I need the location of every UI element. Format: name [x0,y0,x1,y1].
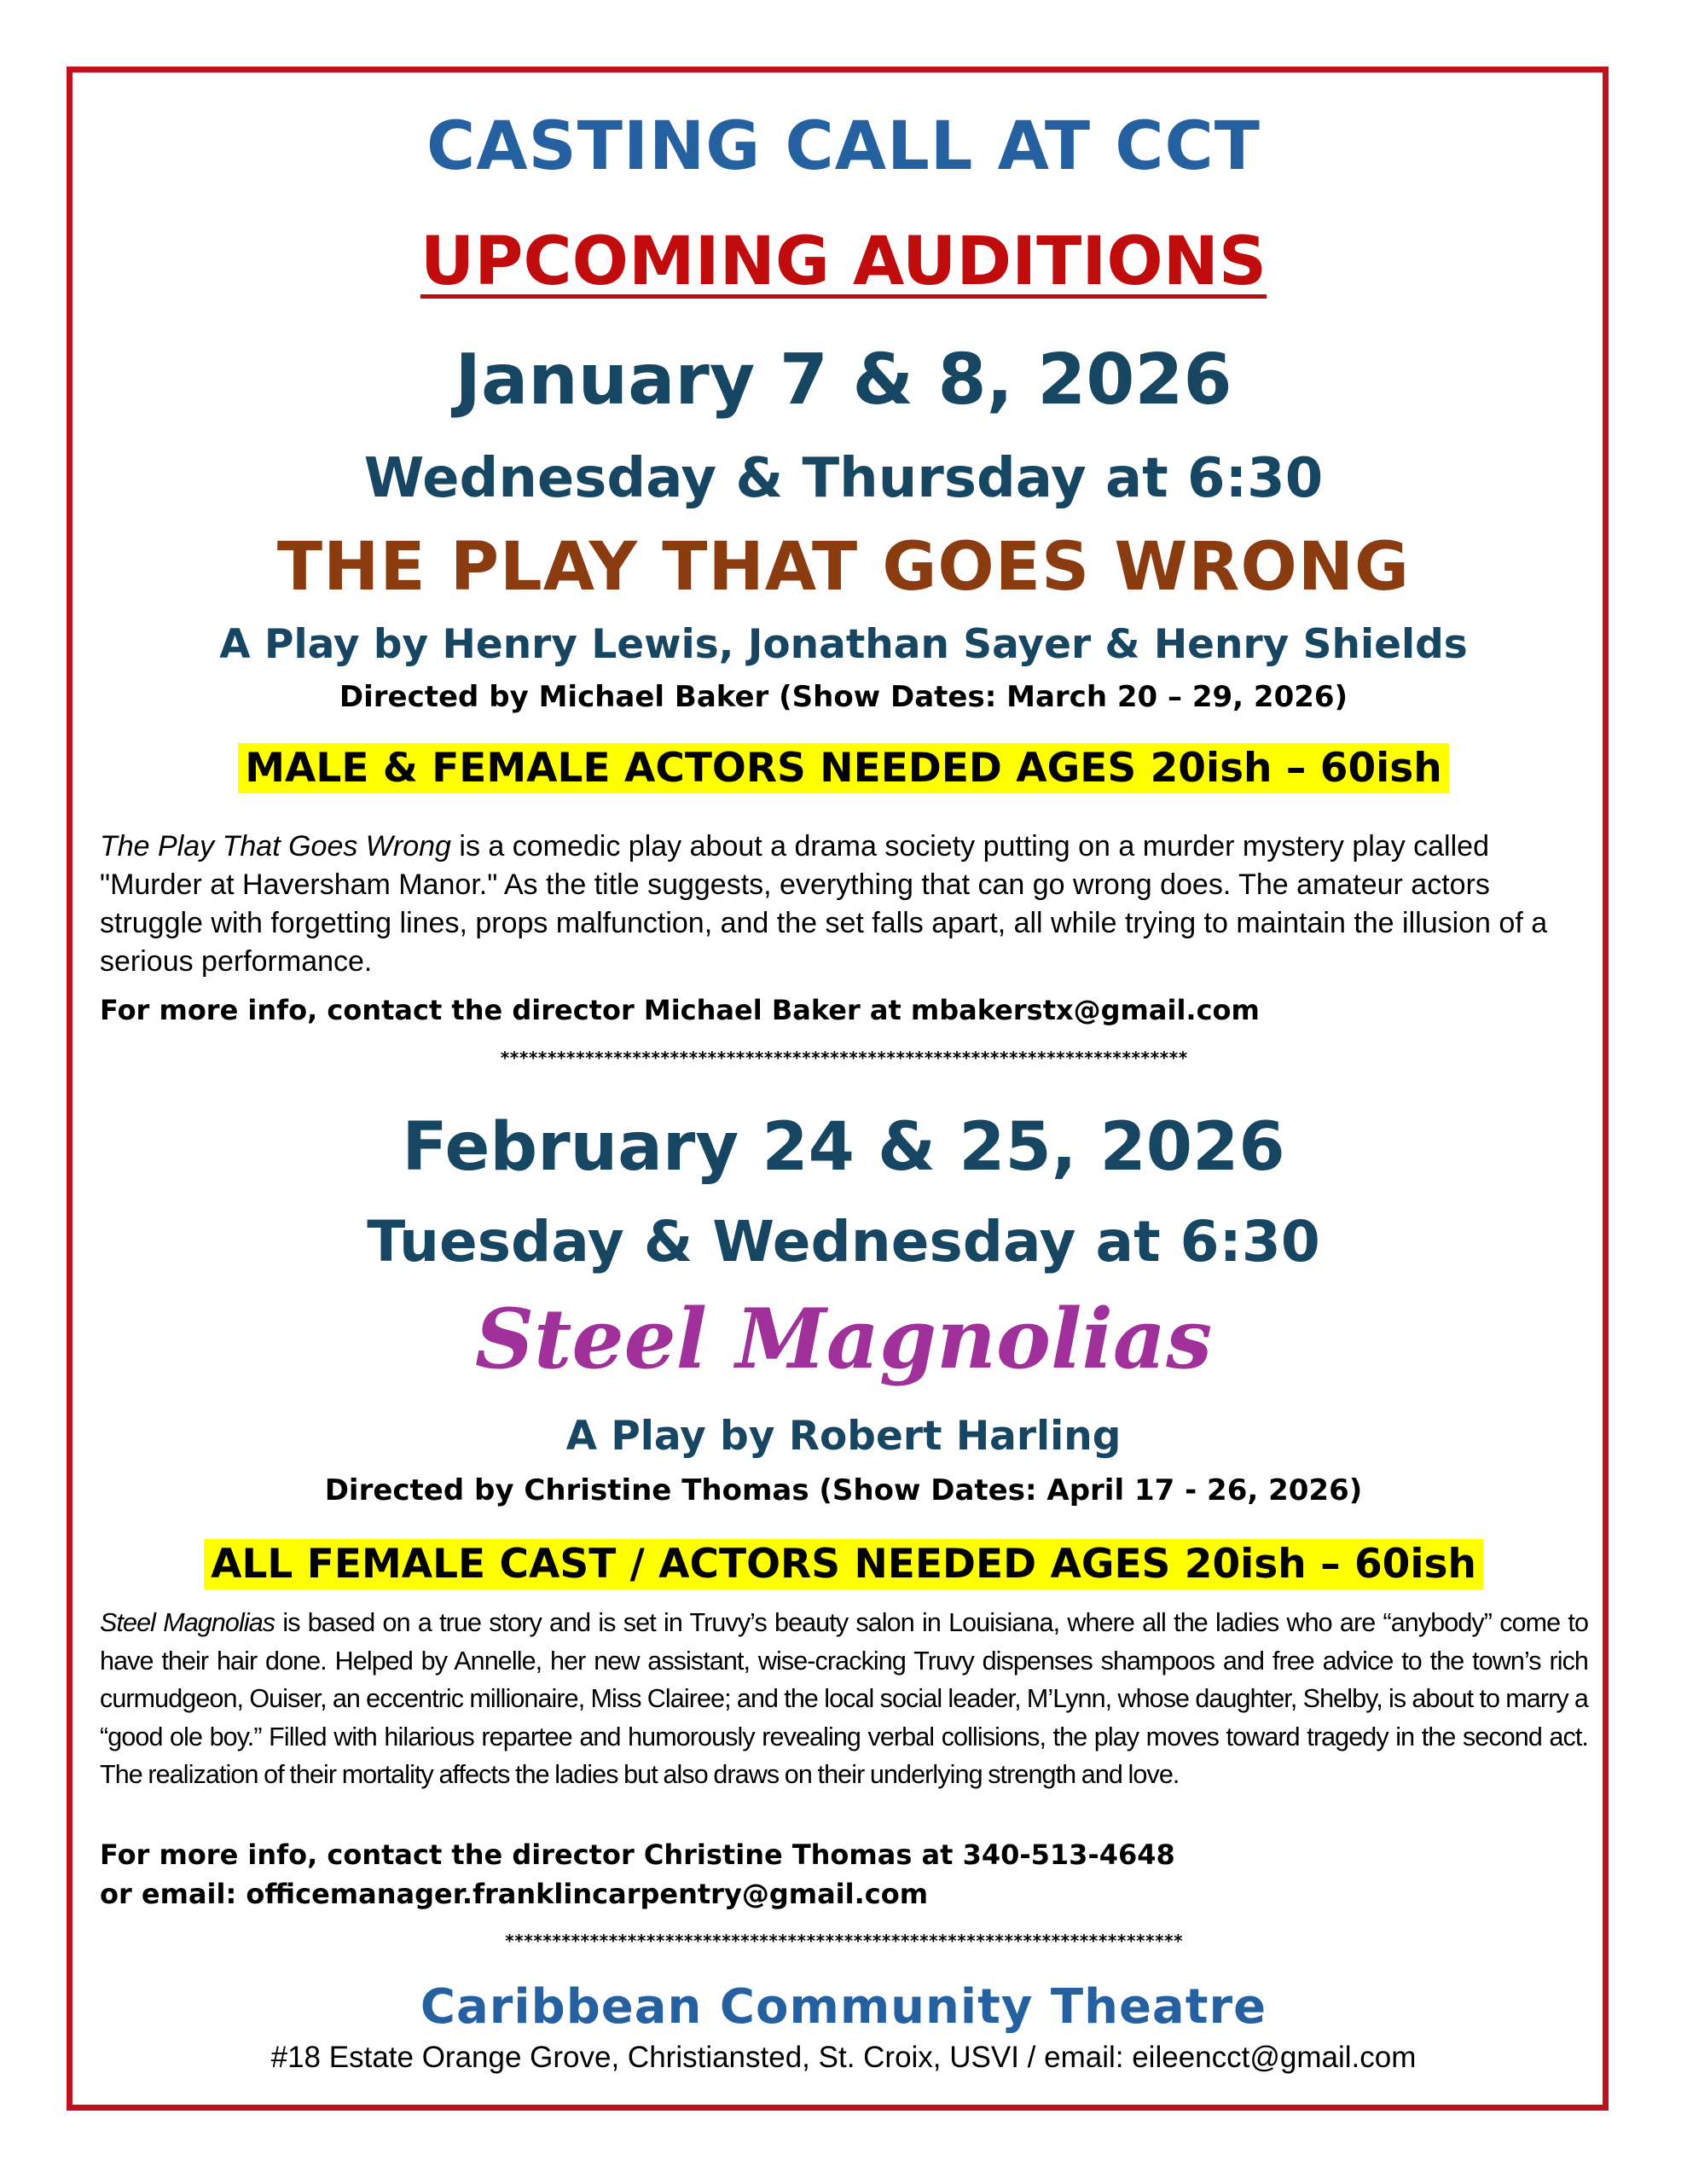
audition-2-days: Tuesday & Wednesday at 6:30 [367,1209,1320,1275]
audition-1-casting-need [0,745,1687,792]
casting-need-highlight: MALE & FEMALE ACTORS NEEDED AGES 20ish – 60ish [238,743,1448,793]
audition-1-authors: A Play by Henry Lewis, Jonathan Sayer & Henry Shields [219,621,1468,668]
audition-2-contact-phone: For more info, contact the director Christine Thomas at 340-513-4648 [100,1838,1175,1871]
audition-1-contact: For more info, contact the director Michael Baker at mbakerstx@gmail.com [100,994,1260,1026]
audition-1-play-title: THE PLAY THAT GOES WRONG [276,529,1411,606]
audition-1-date: January 7 & 8, 2026 [455,340,1232,421]
audition-2-casting-need [0,1541,1687,1588]
audition-2-director: Directed by Christine Thomas (Show Dates: April 17 - 26, 2026) [324,1473,1363,1507]
page-title: CASTING CALL AT CCT [426,108,1261,185]
audition-2-authors: A Play by Robert Harling [565,1413,1122,1460]
audition-2-contact-email: or email: officemanager.franklincarpentry@gmail.com [100,1878,929,1910]
subtitle-text: UPCOMING AUDITIONS [420,224,1267,300]
audition-1-days: Wednesday & Thursday at 6:30 [363,447,1324,510]
description-title: Steel Magnolias [100,1608,275,1637]
separator: ************************************************************************ [504,1931,1183,1951]
separator: ************************************************************************* [500,1048,1187,1068]
description-body: is a comedic play about a drama society putting on a murder mystery play called "Murder at Haversham Manor." As the title suggests, everything that can go wrong does. The amateur actors struggle with forgetting lines, props malfunction, and the set falls apart, all while trying to maintain the illusion of a serious performance. [100,830,1548,978]
organization-address: #18 Estate Orange Grove, Christiansted, St. Croix, USVI / email: eileencct@gmail.com [270,2041,1417,2074]
casting-need-highlight: ALL FEMALE CAST / ACTORS NEEDED AGES 20ish – 60ish [204,1539,1483,1589]
description-title: The Play That Goes Wrong [100,830,451,863]
audition-2-date: February 24 & 25, 2026 [402,1109,1285,1186]
audition-2-description [100,1604,1588,1794]
organization-name: Caribbean Community Theatre [420,1979,1267,2035]
page-subtitle [0,224,1687,300]
audition-2-play-title: Steel Magnolias [474,1291,1213,1387]
description-body: is based on a true story and is set in Truvy’s beauty salon in Louisiana, where all the ladies who are “anybody” come to have their hair done. Helped by Annelle, her new assistant, wise-cracking Truvy dispenses shampoos and free advice to the town’s rich curmudgeon, Ouiser, an eccentric millionaire, Miss Clairee; and the local social leader, M’Lynn, whose daughter, Shelby, is about to marry a “good ole boy.” Filled with hilarious repartee and humorously revealing verbal collisions, the play moves toward tragedy in the second act. The realization of their mortality affects the ladies but also draws on their underlying strength and love. [100,1608,1589,1789]
audition-1-director: Directed by Michael Baker (Show Dates: March 20 – 29, 2026) [339,680,1348,714]
audition-1-description [100,828,1588,981]
